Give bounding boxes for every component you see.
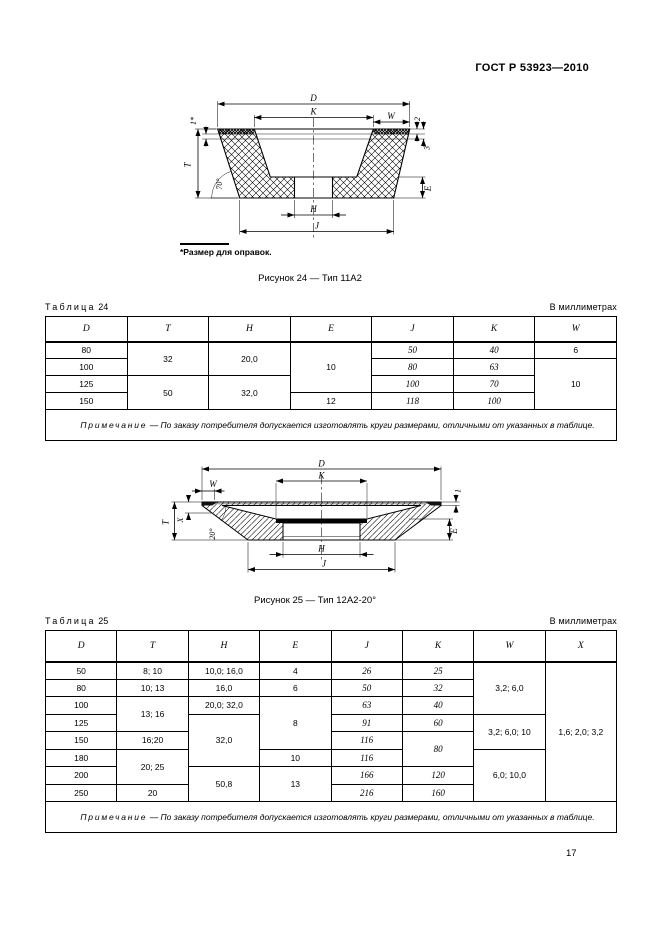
table-cell: 10 (535, 359, 617, 410)
col-X: X (545, 631, 616, 662)
table-25-number: 25 (98, 616, 109, 626)
dim-label-J: J (315, 220, 319, 231)
table-cell: 80 (46, 679, 117, 697)
table-cell: 26 (331, 662, 402, 680)
table-cell: 216 (331, 784, 402, 802)
page-number: 17 (566, 848, 577, 859)
dim-label-X: X (176, 517, 185, 523)
units-label: В миллиметрах (549, 616, 617, 626)
table-cell: 10; 13 (117, 679, 188, 697)
table-cell: 6,0; 10,0 (474, 749, 545, 802)
table-cell: 32,0 (209, 376, 291, 410)
table-cell: 125 (46, 376, 128, 393)
dim-label-1: 1 (453, 489, 463, 493)
table-cell: 12 (290, 393, 372, 410)
dim-label-H: H (318, 543, 325, 554)
table-cell: 116 (331, 732, 402, 750)
table-cell: 10,0; 16,0 (188, 662, 259, 680)
col-K: K (453, 317, 535, 342)
table-cell: 32 (127, 342, 209, 376)
table-note (46, 410, 617, 441)
units-label: В миллиметрах (549, 302, 617, 312)
table-cell: 116 (331, 749, 402, 767)
dim-label-K: K (310, 106, 317, 117)
table-24-label: Таблица (45, 302, 96, 312)
table-24-caption-row (45, 302, 617, 312)
table-cell: 25 (402, 662, 473, 680)
col-W: W (474, 631, 545, 662)
table-cell: 166 (331, 767, 402, 785)
table-cell: 20 (117, 784, 188, 802)
table-cell: 180 (46, 749, 117, 767)
table-cell: 200 (46, 767, 117, 785)
table-cell: 4 (260, 662, 331, 680)
col-D: D (46, 631, 117, 662)
col-T: T (127, 317, 209, 342)
table-cell: 60 (402, 714, 473, 732)
table-cell: 16,0 (188, 679, 259, 697)
standard-number-header: ГОСТ Р 53923—2010 (475, 62, 589, 74)
dim-label-T: T (160, 519, 171, 526)
dim-label-W: W (387, 111, 395, 121)
angle-label-70: 70° (215, 178, 224, 190)
figure-24-footnote: *Размер для оправок. (180, 247, 272, 257)
table-24-number: 24 (98, 302, 109, 312)
table-cell: 40 (402, 697, 473, 715)
col-E: E (290, 317, 372, 342)
figure-25-drawing (158, 458, 463, 588)
table-cell: 150 (46, 732, 117, 750)
col-H: H (188, 631, 259, 662)
dim-label-H: H (310, 204, 317, 214)
figure-24-caption: Рисунок 24 — Тип 11А2 (258, 273, 362, 284)
table-cell: 80 (372, 359, 454, 376)
dim-label-3: 3 (422, 146, 432, 150)
note-term: Примечание (80, 420, 148, 430)
table-cell: 63 (453, 359, 535, 376)
table-row (46, 342, 617, 359)
table-cell: 150 (46, 393, 128, 410)
col-D: D (46, 317, 128, 342)
table-cell: 20,0; 32,0 (188, 697, 259, 715)
col-E: E (260, 631, 331, 662)
table-cell: 6 (260, 679, 331, 697)
table-cell: 70 (453, 376, 535, 393)
table-cell: 100 (46, 359, 128, 376)
footnote-separator (180, 243, 229, 245)
figure-25-caption: Рисунок 25 — Тип 12А2-20° (253, 595, 376, 606)
dim-label-T: T (182, 162, 193, 168)
dim-label-2: 2 (413, 117, 422, 121)
table-cell: 3,2; 6,0 (474, 662, 545, 715)
table-cell: 50 (331, 679, 402, 697)
table-row (46, 749, 617, 767)
figure-24-drawing (172, 88, 452, 246)
table-cell: 50,8 (188, 767, 259, 802)
table-cell: 20; 25 (117, 749, 188, 784)
note-body: — По заказу потребителя допускается изготовлять круги размерами, отличными от указанных в таблице. (147, 812, 595, 822)
table-cell: 6 (535, 342, 617, 359)
table-cell: 16;20 (117, 732, 188, 750)
table-25 (45, 630, 617, 833)
dim-label-W: W (209, 479, 217, 489)
table-24-header-row (46, 317, 617, 342)
note-body: — По заказу потребителя допускается изготовлять круги размерами, отличными от указанных в таблице. (147, 420, 595, 430)
table-cell: 13 (260, 767, 331, 802)
dim-label-E: E (423, 185, 433, 192)
table-cell: 120 (402, 767, 473, 785)
col-H: H (209, 317, 291, 342)
table-cell: 250 (46, 784, 117, 802)
table-cell: 125 (46, 714, 117, 732)
table-cell: 80 (402, 732, 473, 767)
table-24 (45, 316, 617, 441)
table-25-label: Таблица (45, 616, 96, 626)
dim-label-D: D (318, 458, 325, 469)
table-cell: 10 (290, 342, 372, 393)
dim-label-K: K (318, 470, 325, 481)
table-cell: 13; 16 (117, 697, 188, 732)
table-cell: 118 (372, 393, 454, 410)
table-cell: 91 (331, 714, 402, 732)
table-cell: 80 (46, 342, 128, 359)
dim-label-E: E (449, 528, 459, 534)
table-25-caption-row (45, 616, 617, 626)
table-cell: 40 (453, 342, 535, 359)
table-cell: 20,0 (209, 342, 291, 376)
table-cell: 50 (46, 662, 117, 680)
table-cell: 8 (260, 697, 331, 750)
col-K: K (402, 631, 473, 662)
table-cell: 160 (402, 784, 473, 802)
table-row (46, 662, 617, 680)
dim-label-J: J (322, 558, 326, 569)
table-cell: 100 (453, 393, 535, 410)
table-cell: 10 (260, 749, 331, 767)
table-cell: 100 (46, 697, 117, 715)
col-J: J (331, 631, 402, 662)
dim-label-1star: 1* (189, 117, 198, 125)
note-term: Примечание (80, 812, 148, 822)
table-cell: 32,0 (188, 714, 259, 767)
table-cell: 1,6; 2,0; 3,2 (545, 662, 616, 802)
table-cell: 50 (372, 342, 454, 359)
col-W: W (535, 317, 617, 342)
table-note-row (46, 410, 617, 441)
col-T: T (117, 631, 188, 662)
table-cell: 32 (402, 679, 473, 697)
table-note (46, 802, 617, 833)
table-note-row (46, 802, 617, 833)
angle-label-20: 20° (208, 528, 217, 540)
col-J: J (372, 317, 454, 342)
table-cell: 63 (331, 697, 402, 715)
dim-label-D: D (310, 93, 317, 103)
table-25-header-row (46, 631, 617, 662)
table-cell: 3,2; 6,0; 10 (474, 714, 545, 749)
table-cell: 8; 10 (117, 662, 188, 680)
table-cell: 50 (127, 376, 209, 410)
table-cell: 100 (372, 376, 454, 393)
